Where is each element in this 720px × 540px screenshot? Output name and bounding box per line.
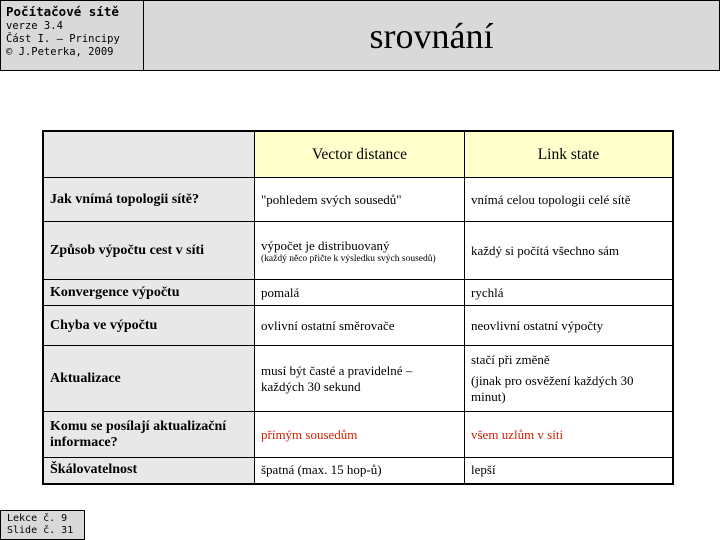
vector-distance-note: (každý něco přičte k výsledku svých sousedů) (261, 253, 436, 264)
row-label: Aktualizace (43, 346, 255, 412)
link-state-cell: neovlivní ostatní výpočty (465, 306, 674, 346)
course-name: Počítačové sítě (6, 4, 119, 19)
slide-info-box (0, 510, 85, 540)
table-header-row (43, 131, 673, 178)
comparison-table (42, 130, 674, 485)
table-row (43, 222, 673, 280)
lecture-number: Lekce č. 9 (7, 513, 68, 524)
vector-distance-cell (255, 222, 465, 280)
row-label: Škálovatelnost (43, 458, 255, 484)
link-state-note: (jinak pro osvěžení každých 30 minut) (471, 373, 634, 404)
vector-distance-cell: musí být časté a pravidelné – každých 30 sekund (255, 346, 465, 412)
table-row (43, 412, 673, 458)
copyright-label: © J.Peterka, 2009 (6, 46, 114, 58)
vector-distance-text: výpočet je distribuovaný (261, 237, 390, 253)
vector-distance-cell: pomalá (255, 280, 465, 306)
table-row (43, 346, 673, 412)
link-state-cell: vnímá celou topologii celé sítě (465, 178, 674, 222)
row-label: Jak vnímá topologii sítě? (43, 178, 255, 222)
vector-distance-cell: špatná (max. 15 hop-ů) (255, 458, 465, 484)
vector-distance-cell: přímým sousedům (255, 412, 465, 458)
link-state-cell: rychlá (465, 280, 674, 306)
row-label: Chyba ve výpočtu (43, 306, 255, 346)
link-state-text: stačí při změně (471, 352, 550, 367)
link-state-cell: všem uzlům v síti (465, 412, 674, 458)
table-row (43, 458, 673, 484)
row-label: Způsob výpočtu cest v síti (43, 222, 255, 280)
part-label: Část I. – Principy (6, 33, 120, 45)
version-label: verze 3.4 (6, 20, 63, 32)
table-row (43, 306, 673, 346)
table-corner-cell (43, 131, 255, 178)
row-label: Konvergence výpočtu (43, 280, 255, 306)
column-header-link-state: Link state (465, 131, 674, 178)
column-header-vector-distance: Vector distance (255, 131, 465, 178)
slide-number: Slide č. 31 (7, 525, 74, 536)
slide-title: srovnání (144, 0, 720, 71)
row-label: Komu se posílají aktualizační informace? (43, 412, 255, 458)
table-row (43, 280, 673, 306)
table-row (43, 178, 673, 222)
link-state-cell: lepší (465, 458, 674, 484)
vector-distance-cell: "pohledem svých sousedů" (255, 178, 465, 222)
link-state-cell: každý si počítá všechno sám (465, 222, 674, 280)
course-info-box (0, 0, 144, 71)
link-state-cell (465, 346, 674, 412)
vector-distance-cell: ovlivní ostatní směrovače (255, 306, 465, 346)
